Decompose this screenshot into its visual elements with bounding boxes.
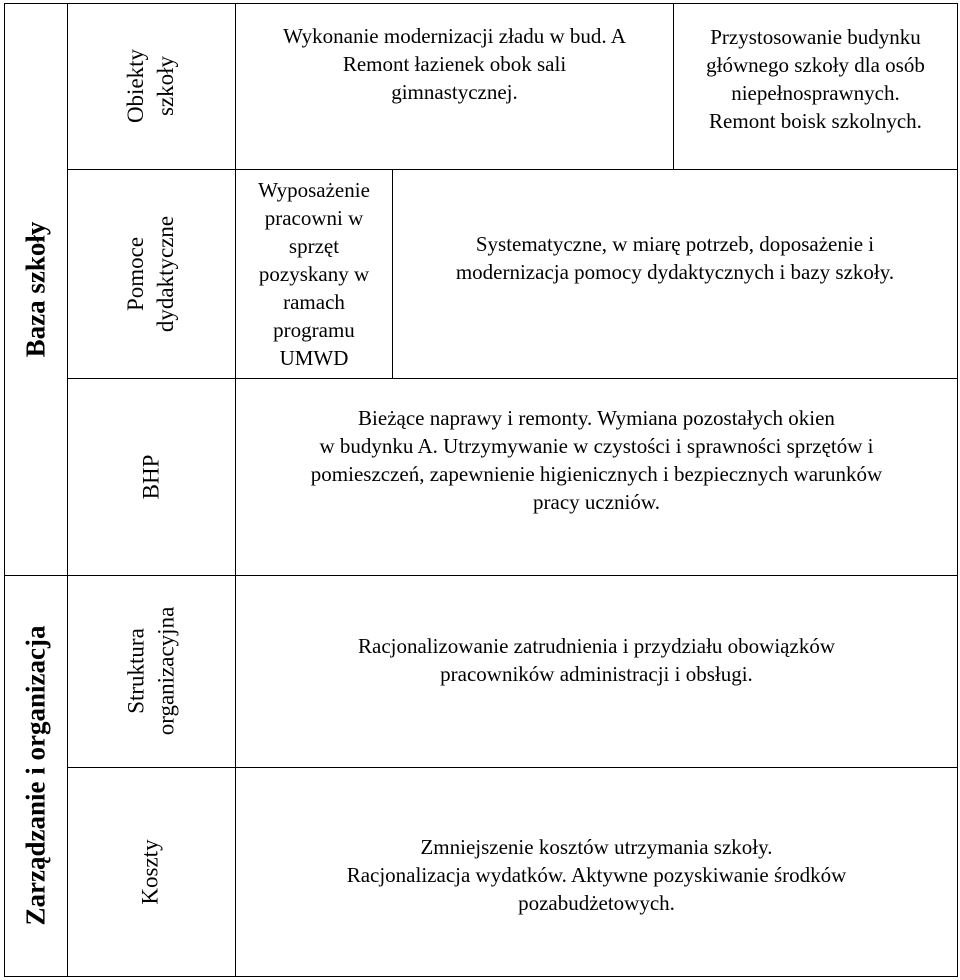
row-label-struktura: Struktura organizacyjna: [122, 606, 178, 736]
label-cell-bhp: [67, 378, 235, 575]
category-zarzadzanie: Zarządzanie i organizacja: [20, 625, 51, 926]
cell-struktura-text: Racjonalizowanie zatrudnienia i przydziału obowiązków pracowników administracji i obsługi.: [358, 634, 835, 686]
table-border-right: [957, 3, 958, 977]
cell-pomoce-2-text: Systematyczne, w miarę potrzeb, doposażenie i modernizacja pomocy dydaktycznych i bazy szkoły.: [455, 231, 895, 284]
cell-bhp-text: Bieżące naprawy i remonty. Wymiana pozostałych okien w budynku A. Utrzymywanie w czystości i sprawności sprzętów i pomieszczeń, zapewnienie higienicznych i bezpiecznych warunków pracy uczniów.: [310, 406, 883, 514]
category-baza-szkoly: Baza szkoły: [20, 221, 51, 357]
table-border-bottom: [4, 976, 958, 977]
label-cell-struktura: [67, 575, 235, 767]
cell-pomoce-2: [393, 170, 957, 345]
label-cell-pomoce: [67, 169, 235, 378]
row-label-obiekty: Obiekty szkoły: [122, 48, 178, 124]
cell-struktura: [236, 600, 957, 720]
cell-koszty: [236, 800, 957, 950]
cell-koszty-text: Zmniejszenie kosztów utrzymania szkoły. Racjonalizacja wydatków. Aktywne pozyskiwanie środków pozabudżetowych.: [346, 835, 847, 915]
row-label-pomoce: Pomoce dydaktyczne: [122, 215, 178, 332]
label-cell-obiekty: [67, 3, 235, 169]
cell-obiekty-1-text: Wykonanie modernizacji zładu w bud. A Remont łazienek obok sali gimnastycznej.: [283, 24, 626, 104]
cell-obiekty-2: [674, 4, 957, 154]
label-cell-koszty: [67, 767, 235, 976]
cell-pomoce-1-text: Wyposażenie pracowni w sprzęt pozyskany w ramach programu UMWD: [258, 178, 370, 370]
category-cell-zarzadzanie: [4, 575, 67, 976]
category-cell-baza: [4, 3, 67, 575]
cell-bhp: [236, 395, 957, 525]
cell-obiekty-2-text: Przystosowanie budynku głównego szkoły dla osób niepełnosprawnych. Remont boisk szkolnych.: [706, 25, 925, 133]
cell-pomoce-1: [236, 170, 392, 378]
row-label-bhp: BHP: [138, 454, 163, 499]
cell-obiekty-1: [236, 4, 673, 124]
row-label-koszty: Koszty: [137, 838, 163, 905]
